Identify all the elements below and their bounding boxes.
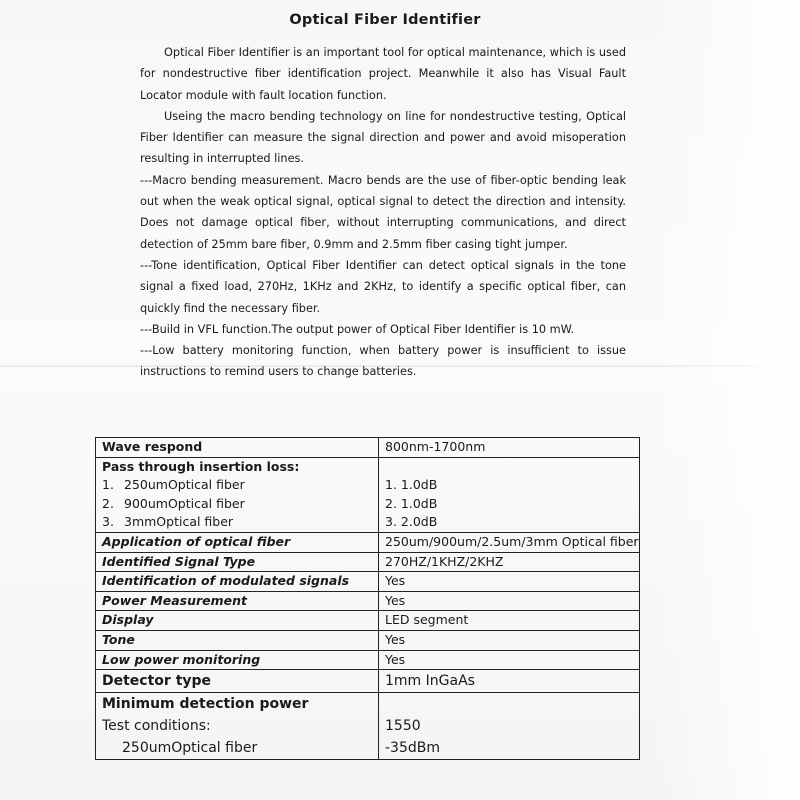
- fiber-label: 250umOptical fiber: [122, 740, 258, 757]
- spec-label: Application of optical fiber: [96, 532, 379, 552]
- spec-value: Yes: [379, 630, 640, 650]
- spec-label-insertion-loss: [96, 457, 379, 532]
- spec-label: Low power monitoring: [96, 650, 379, 670]
- spec-label-min-detection: [96, 693, 379, 760]
- table-row: [96, 630, 640, 650]
- table-row: [96, 650, 640, 670]
- insertion-value: 1. 1.0dB: [385, 477, 438, 493]
- paragraph-intro: Optical Fiber Identifier is an important tool for optical maintenance, which is used for nondestructive fiber identification project. Meanwhile it also has Visual Fault Locator module with fault location function.: [140, 46, 626, 102]
- table-row: [96, 457, 640, 532]
- table-row: [96, 438, 640, 458]
- paragraph-macro-measurement: ---Macro bending measurement. Macro bends are the use of fiber-optic bending leak out when the weak optical signal, optical signal to detect the direction and intensity. Does not damage optical fiber, without interrupting communications, and direct detection of 25mm bare fiber, 0.9mm and 2.5mm fiber casing tight jumper.: [140, 173, 626, 251]
- spec-value: 270HZ/1KHZ/2KHZ: [379, 552, 640, 572]
- table-row: [96, 552, 640, 572]
- item-label: 3mmOptical fiber: [124, 514, 234, 530]
- table-row: [96, 591, 640, 611]
- paragraph-low-battery: ---Low battery monitoring function, when battery power is insufficient to issue instructions to remind users to change batteries.: [140, 344, 626, 379]
- test-conditions-label: Test conditions:: [102, 718, 211, 735]
- spec-label: Tone: [96, 630, 379, 650]
- insertion-item: [102, 513, 378, 532]
- item-label: 900umOptical fiber: [124, 495, 245, 511]
- spec-label: Identified Signal Type: [96, 552, 379, 572]
- insertion-value: [385, 458, 639, 477]
- item-number: 1.: [102, 477, 114, 493]
- spec-label: Pass through insertion loss:: [102, 458, 300, 474]
- test-wavelength-value: 1550: [385, 718, 421, 735]
- spec-label: Minimum detection power: [102, 696, 309, 713]
- spec-label: Power Measurement: [96, 591, 379, 611]
- min-power-value: -35dBm: [385, 740, 440, 757]
- spec-value: 1mm InGaAs: [379, 670, 640, 693]
- spec-value: 250um/900um/2.5um/3mm Optical fiber: [379, 532, 640, 552]
- spec-label: Identification of modulated signals: [96, 572, 379, 592]
- page-edge-shadow: [650, 0, 800, 800]
- spec-value: Yes: [379, 650, 640, 670]
- spec-value-insertion-loss: [379, 457, 640, 532]
- paragraph-tone-identification: ---Tone identification, Optical Fiber Identifier can detect optical signals in the tone signal a fixed load, 270Hz, 1KHz and 2KHz, to identify a specific optical fiber, can quickly find the necessary fiber.: [140, 258, 626, 315]
- paragraph-macro-technology: Useing the macro bending technology on line for nondestructive testing, Optical Fiber Identifier can measure the signal direction and power and avoid misoperation resulting in interrupted lines.: [140, 109, 626, 166]
- spec-value: LED segment: [379, 611, 640, 631]
- table-row: [96, 611, 640, 631]
- document-title: Optical Fiber Identifier: [289, 12, 481, 28]
- table-row: [96, 693, 640, 760]
- spec-label: Display: [96, 611, 379, 631]
- table-row: [96, 670, 640, 693]
- spec-table: [95, 437, 640, 760]
- insertion-value: 2. 1.0dB: [385, 495, 438, 511]
- insertion-value: 3. 2.0dB: [385, 514, 438, 530]
- spec-label: Detector type: [96, 670, 379, 693]
- insertion-item: [102, 476, 378, 495]
- spacer: [385, 693, 639, 715]
- table-row: [96, 572, 640, 592]
- spec-value: Yes: [379, 591, 640, 611]
- table-row: [96, 532, 640, 552]
- spec-value: 800nm-1700nm: [379, 438, 640, 458]
- intro-text: [140, 42, 626, 383]
- spec-value-min-detection: [379, 693, 640, 760]
- insertion-item: [102, 495, 378, 514]
- item-number: 3.: [102, 514, 114, 530]
- item-number: 2.: [102, 495, 114, 511]
- item-label: 250umOptical fiber: [124, 477, 245, 493]
- paragraph-vfl: ---Build in VFL function.The output power of Optical Fiber Identifier is 10 mW.: [140, 322, 575, 336]
- spec-value: Yes: [379, 572, 640, 592]
- spec-label: Wave respond: [96, 438, 379, 458]
